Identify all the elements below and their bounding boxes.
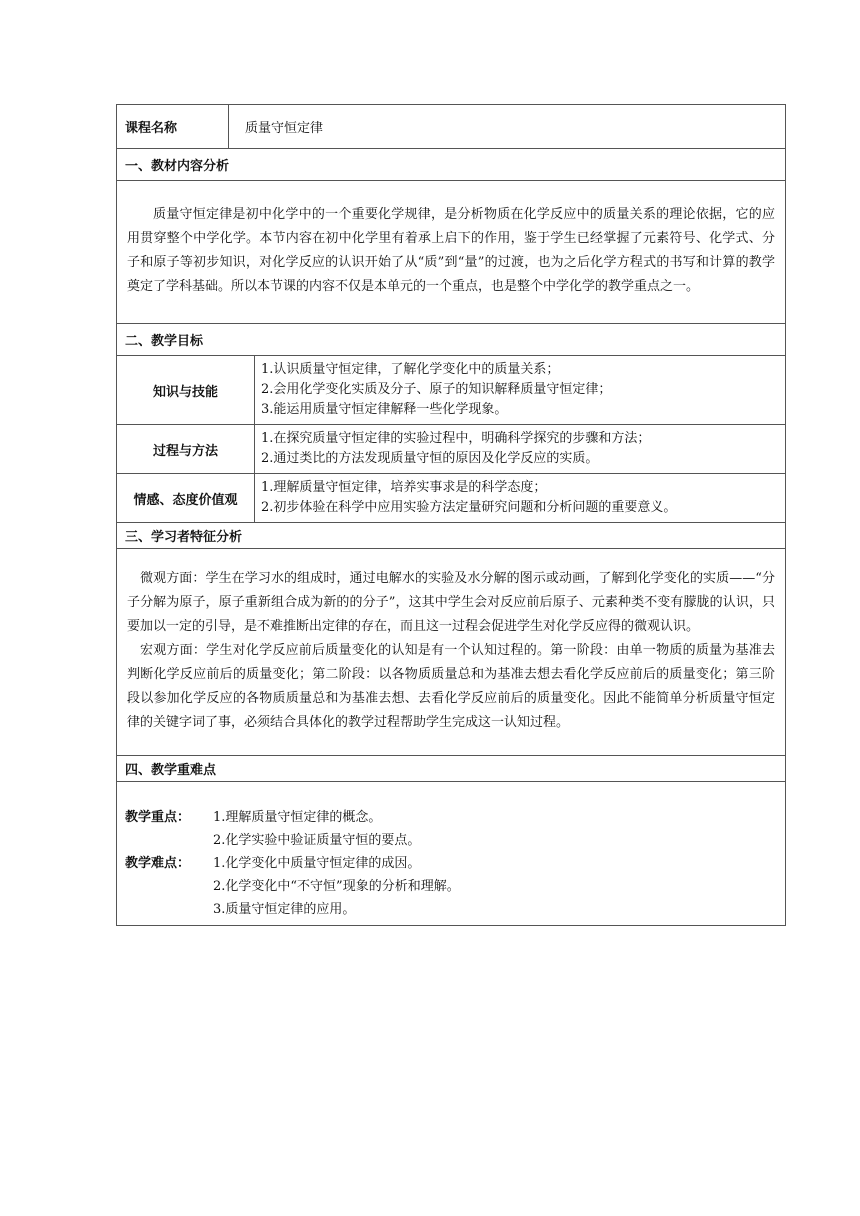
goal-items [255, 356, 785, 424]
goal-label: 过程与方法 [117, 425, 255, 473]
course-name: 质量守恒定律 [245, 121, 324, 136]
goal-item: 1.理解质量守恒定律，培养实事求是的科学态度； [261, 480, 547, 495]
learner-paragraph-micro: 微观方面：学生在学习水的组成时，通过电解水的实验及水分解的图示或动画，了解到化学变化的实质——“分子分解为原子，原子重新组合成为新的的分子”，这其中学生会对反应前后原子、元素种类不变有朦胧的认识，只要加以一定的引导，是不难推断出定律的存在，而且这一过程会促进学生对化学反应得的微观认识。 [127, 571, 775, 634]
goal-item: 2.通过类比的方法发现质量守恒的原因及化学反应的实质。 [261, 451, 599, 466]
key-point-item: 2.化学实验中验证质量守恒的要点。 [213, 833, 421, 848]
section-heading-learner-analysis: 三、学习者特征分析 [117, 523, 785, 549]
learner-analysis-body [117, 549, 785, 756]
course-row [117, 105, 785, 149]
key-points-body [117, 782, 785, 925]
section-heading-content-analysis: 一、教材内容分析 [117, 149, 785, 181]
content-analysis-body [117, 181, 785, 324]
difficult-point-item: 1.化学变化中质量守恒定律的成因。 [213, 856, 421, 871]
key-point-line [125, 829, 775, 852]
key-points-label: 教学重点： [125, 810, 191, 825]
difficult-points-label: 教学难点： [125, 856, 191, 871]
difficult-point-line [125, 852, 775, 875]
learner-paragraph-macro: 宏观方面：学生对化学反应前后质量变化的认知是有一个认知过程的。第一阶段：由单一物质的质量为基准去判断化学反应前后的质量变化；第二阶段：以各物质质量总和为基准去想去看化学反应前后的质量变化；第三阶段以参加化学反应的各物质质量总和为基准去想、去看化学反应前后的质量变化。因此不能简单分析质量守恒定律的关键字词了事，必须结合具体化的教学过程帮助学生完成这一认知过程。 [127, 643, 775, 730]
goal-label: 情感、态度价值观 [117, 474, 255, 522]
goal-row-knowledge [117, 356, 785, 425]
section-heading-teaching-goals: 二、教学目标 [117, 324, 785, 356]
goal-items [255, 425, 785, 473]
difficult-point-item: 3.质量守恒定律的应用。 [213, 902, 356, 917]
goal-label: 知识与技能 [117, 356, 255, 424]
content-analysis-paragraph: 质量守恒定律是初中化学中的一个重要化学规律，是分析物质在化学反应中的质量关系的理论依据，它的应用贯穿整个中学化学。本节内容在初中化学里有着承上启下的作用，鉴于学生已经掌握了元素符号、化学式、分子和原子等初步知识，对化学反应的认识开始了从“质”到“量”的过渡，也为之后化学方程式的书写和计算的教学奠定了学科基础。所以本节课的内容不仅是本单元的一个重点，也是整个中学化学的教学重点之一。 [127, 207, 775, 294]
course-label: 课程名称 [117, 105, 229, 148]
difficult-point-line [125, 898, 775, 921]
lesson-plan-table [116, 104, 786, 926]
difficult-point-item: 2.化学变化中“不守恒”现象的分析和理解。 [213, 879, 460, 894]
goal-item: 2.会用化学变化实质及分子、原子的知识解释质量守恒定律； [261, 382, 612, 397]
key-point-line [125, 806, 775, 829]
difficult-point-line [125, 875, 775, 898]
section-heading-key-points: 四、教学重难点 [117, 756, 785, 782]
goal-item: 1.认识质量守恒定律，了解化学变化中的质量关系； [261, 362, 560, 377]
goal-item: 2.初步体验在科学中应用实验方法定量研究问题和分析问题的重要意义。 [261, 500, 677, 515]
goal-row-process [117, 425, 785, 474]
goal-row-attitude [117, 474, 785, 523]
goal-item: 3.能运用质量守恒定律解释一些化学现象。 [261, 402, 508, 417]
goal-items [255, 474, 785, 522]
key-point-item: 1.理解质量守恒定律的概念。 [213, 810, 382, 825]
goal-item: 1.在探究质量守恒定律的实验过程中，明确科学探究的步骤和方法； [261, 431, 651, 446]
